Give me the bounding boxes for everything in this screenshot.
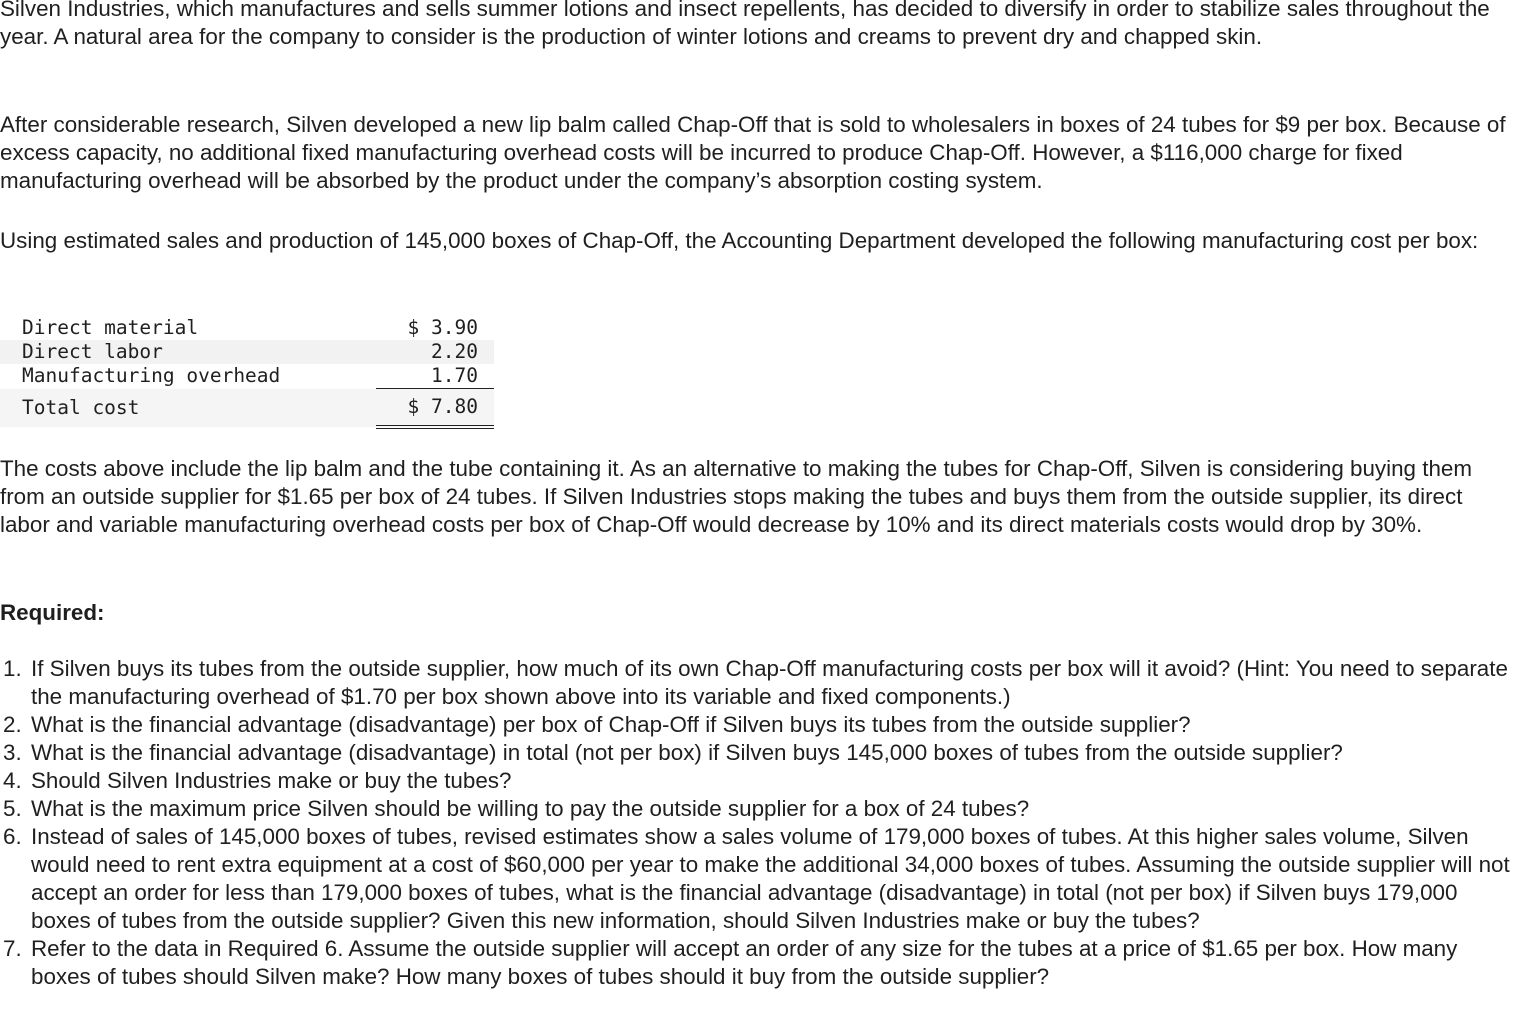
row-label: Direct labor (0, 340, 376, 364)
list-item (0, 795, 1510, 823)
item-text: What is the financial advantage (disadvantage) in total (not per box) if Silven buys 145,000 boxes of tubes from the outside supplier? (31, 740, 1343, 765)
table-row (0, 340, 494, 364)
total-row (0, 389, 494, 428)
product-paragraph: After considerable research, Silven developed a new lip balm called Chap-Off that is sold to wholesalers in boxes of 24 tubes for $9 per box. Because of excess capacity, no additional fixed manufacturing overhead costs will be incurred to produce Chap-Off. However, a $116,000 charge for fixed manufacturing overhead will be absorbed by the product under the company’s absorption costing system. (0, 112, 1506, 193)
item-number: 4. (3, 768, 22, 793)
row-label: Manufacturing overhead (22, 364, 281, 388)
item-number: 1. (3, 656, 22, 681)
item-text: If Silven buys its tubes from the outside supplier, how much of its own Chap-Off manufacturing costs per box will it avoid? (Hint: You need to separate the manufacturing overhead of $1.70 per box shown above into its variable and fixed components.) (31, 656, 1508, 709)
row-value: $ 3.90 (407, 316, 478, 339)
total-label: Total cost (0, 389, 376, 428)
list-item (0, 823, 1510, 935)
list-item (0, 655, 1510, 711)
row-value: 1.70 (376, 364, 494, 389)
list-item (0, 711, 1510, 739)
required-list (0, 655, 1510, 991)
list-item (0, 739, 1510, 767)
item-text: What is the financial advantage (disadvantage) per box of Chap-Off if Silven buys its tubes from the outside supplier? (31, 712, 1191, 737)
item-number: 7. (3, 936, 22, 961)
cost-per-box-table (0, 316, 494, 429)
item-number: 5. (3, 796, 22, 821)
table-row (0, 364, 494, 389)
item-text: Instead of sales of 145,000 boxes of tubes, revised estimates show a sales volume of 179,000 boxes of tubes. At this higher sales volume, Silven would need to rent extra equipment at a cost of $60,000 per year to make the additional 34,000 boxes of tubes. Assuming the outside supplier will not accept an order for less than 179,000 boxes of tubes, what is the financial advantage (disadvantage) in total (not per box) if Silven buys 179,000 boxes of tubes from the outside supplier? Given this new information, should Silven Industries make or buy the tubes? (31, 824, 1510, 933)
alternative-paragraph: The costs above include the lip balm and the tube containing it. As an alternative to making the tubes for Chap-Off, Silven is considering buying them from an outside supplier for $1.65 per box of 24 tubes. If Silven Industries stops making the tubes and buys them from the outside supplier, its direct labor and variable manufacturing overhead costs per box of Chap-Off would decrease by 10% and its direct materials costs would drop by 30%. (0, 456, 1473, 537)
table-row (0, 316, 494, 340)
item-number: 2. (3, 712, 22, 737)
list-item (0, 935, 1510, 991)
total-value: $ 7.80 (376, 389, 494, 428)
list-item (0, 767, 1510, 795)
required-heading: Required: (0, 600, 105, 625)
item-text: What is the maximum price Silven should be willing to pay the outside supplier for a box of 24 tubes? (31, 796, 1030, 821)
item-text: Should Silven Industries make or buy the tubes? (31, 768, 512, 793)
row-value: 2.20 (376, 340, 494, 364)
item-number: 3. (3, 740, 22, 765)
item-text: Refer to the data in Required 6. Assume the outside supplier will accept an order of any size for the tubes at a price of $1.65 per box. How many boxes of tubes should Silven make? How many boxes of tubes should it buy from the outside supplier? (31, 936, 1458, 989)
intro-paragraph: Silven Industries, which manufactures and sells summer lotions and insect repellents, has decided to diversify in order to stabilize sales throughout the year. A natural area for the company to consider is the production of winter lotions and creams to prevent dry and chapped skin. (0, 0, 1490, 49)
cost-intro-paragraph: Using estimated sales and production of 145,000 boxes of Chap-Off, the Accounting Department developed the following manufacturing cost per box: (0, 228, 1479, 253)
item-number: 6. (3, 824, 22, 849)
row-label: Direct material (22, 316, 199, 339)
